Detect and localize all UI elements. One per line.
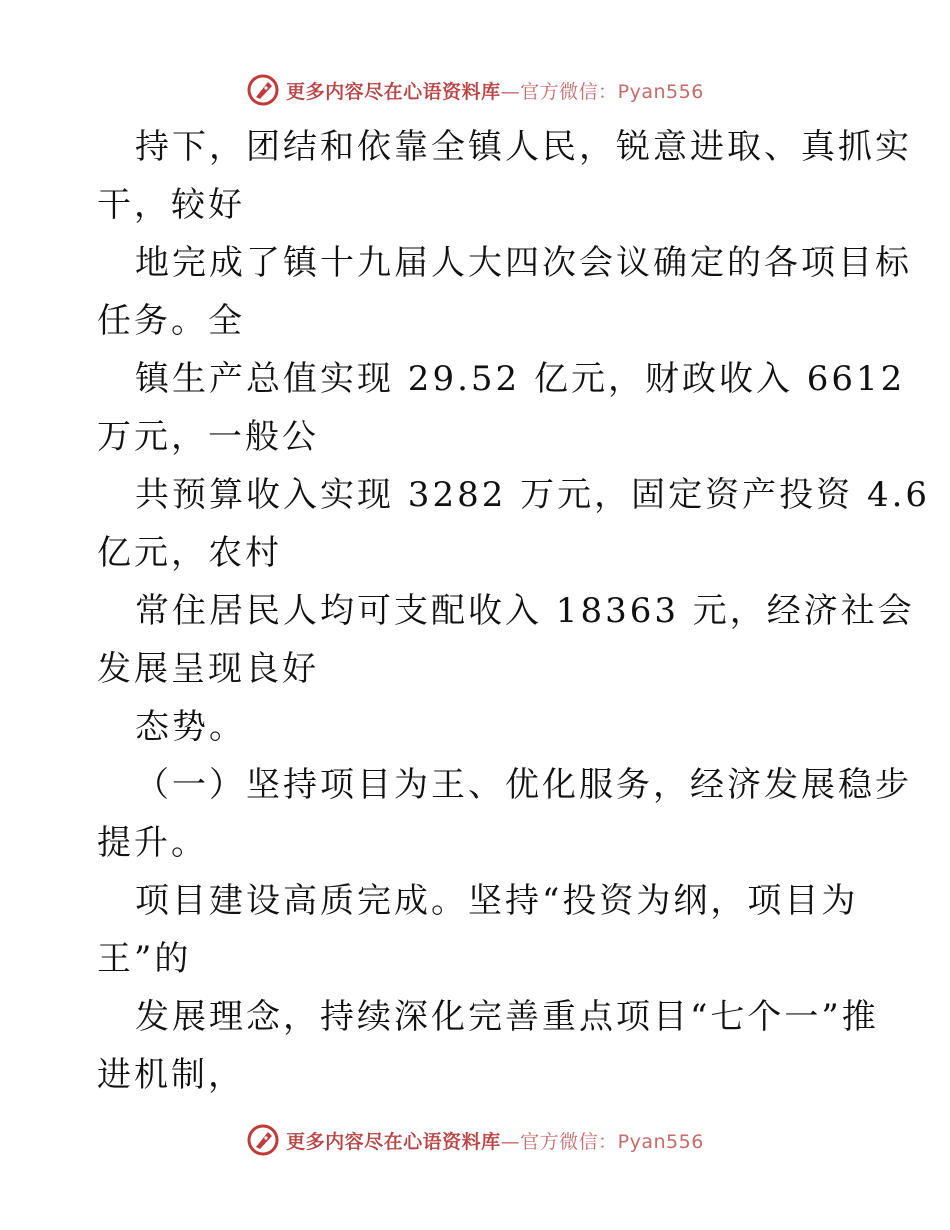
footer-banner bbox=[0, 1120, 950, 1160]
header-banner-text: 更多内容尽在心语资料库—官方微信：Pyan556 bbox=[286, 80, 704, 103]
paragraph-line: 王”的 bbox=[97, 939, 192, 979]
pen-nib-circle-icon bbox=[246, 1123, 280, 1157]
paragraph-line: 发展理念，持续深化完善重点项目“七个一”推 bbox=[135, 997, 879, 1037]
footer-banner-text: 更多内容尽在心语资料库—官方微信：Pyan556 bbox=[286, 1130, 704, 1153]
paragraph-line: 态势。 bbox=[135, 707, 246, 747]
paragraph-line: 共预算收入实现 3282 万元，固定资产投资 4.6 bbox=[135, 475, 931, 515]
section-heading-line: （一）坚持项目为王、优化服务，经济发展稳步 bbox=[135, 765, 912, 805]
paragraph-line: 地完成了镇十九届人大四次会议确定的各项目标 bbox=[135, 243, 912, 283]
paragraph-line: 常住居民人均可支配收入 18363 元，经济社会 bbox=[135, 591, 915, 631]
paragraph-line: 万元，一般公 bbox=[97, 417, 319, 457]
header-banner bbox=[0, 70, 950, 110]
paragraph-line: 亿元，农村 bbox=[97, 533, 282, 573]
section-heading-line: 提升。 bbox=[97, 823, 208, 863]
paragraph-line: 任务。全 bbox=[97, 301, 245, 341]
pen-nib-circle-icon bbox=[246, 73, 280, 107]
paragraph-line: 干，较好 bbox=[97, 185, 245, 225]
paragraph-line: 进机制， bbox=[97, 1055, 245, 1095]
paragraph-line: 镇生产总值实现 29.52 亿元，财政收入 6612 bbox=[135, 359, 906, 399]
paragraph-line: 发展呈现良好 bbox=[97, 649, 319, 689]
paragraph-line: 持下，团结和依靠全镇人民，锐意进取、真抓实 bbox=[135, 127, 912, 167]
paragraph-line: 项目建设高质完成。坚持“投资为纲，项目为 bbox=[135, 881, 859, 921]
